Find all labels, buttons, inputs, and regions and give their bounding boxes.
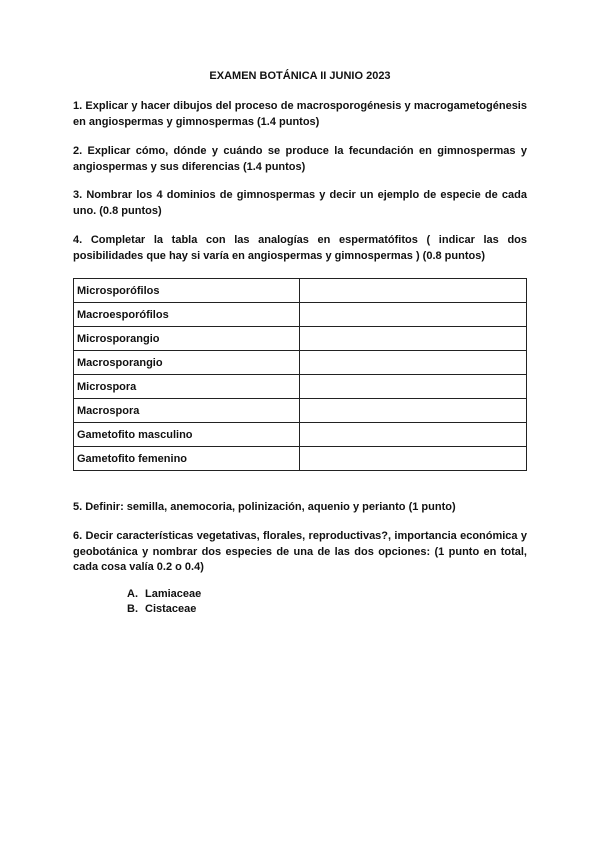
- question-4: 4. Completar la tabla con las analogías en espermatófitos ( indicar las dos posibilidades que hay si varía en angiospermas y gimnospermas ) (0.8 puntos): [73, 234, 527, 262]
- question-3: 3. Nombrar los 4 dominios de gimnospermas y decir un ejemplo de especie de cada uno. (0.8 puntos): [73, 189, 527, 217]
- answer-cell: [300, 279, 527, 303]
- row-label: Macroesporófilos: [74, 303, 300, 327]
- table-row: [74, 327, 527, 351]
- answer-cell: [300, 327, 527, 351]
- answer-cell: [300, 399, 527, 423]
- table-row: [74, 279, 527, 303]
- option-b: [127, 603, 196, 615]
- exam-title: EXAMEN BOTÁNICA II JUNIO 2023: [209, 70, 391, 82]
- option-a: [127, 588, 201, 600]
- option-label: Cistaceae: [145, 603, 197, 615]
- answer-cell: [300, 423, 527, 447]
- answer-cell: [300, 303, 527, 327]
- table-row: [74, 447, 527, 471]
- analogies-table: [73, 278, 527, 471]
- table-row: [74, 351, 527, 375]
- option-letter: B.: [127, 603, 138, 615]
- row-label: Gametofito femenino: [74, 447, 300, 471]
- answer-cell: [300, 447, 527, 471]
- answer-cell: [300, 375, 527, 399]
- row-label: Macrospora: [74, 399, 300, 423]
- row-label: Microsporófilos: [74, 279, 300, 303]
- table-row: [74, 423, 527, 447]
- table-row: [74, 375, 527, 399]
- option-letter: A.: [127, 588, 138, 600]
- row-label: Microsporangio: [74, 327, 300, 351]
- question-2: 2. Explicar cómo, dónde y cuándo se produce la fecundación en gimnospermas y angiospermas y sus diferencias (1.4 puntos): [73, 145, 527, 173]
- answer-cell: [300, 351, 527, 375]
- row-label: Macrosporangio: [74, 351, 300, 375]
- question-1: 1. Explicar y hacer dibujos del proceso de macrosporogénesis y macrogametogénesis en angiospermas y gimnospermas (1.4 puntos): [73, 100, 527, 128]
- row-label: Gametofito masculino: [74, 423, 300, 447]
- question-6: 6. Decir características vegetativas, florales, reproductivas?, importancia económica y geobotánica y nombrar dos especies de una de las dos opciones: (1 punto en total, cada cosa valía 0.2 o 0.4): [73, 530, 527, 573]
- row-label: Microspora: [74, 375, 300, 399]
- question-5: 5. Definir: semilla, anemocoria, polinización, aquenio y perianto (1 punto): [73, 501, 456, 513]
- table-row: [74, 303, 527, 327]
- table-row: [74, 399, 527, 423]
- option-label: Lamiaceae: [145, 588, 202, 600]
